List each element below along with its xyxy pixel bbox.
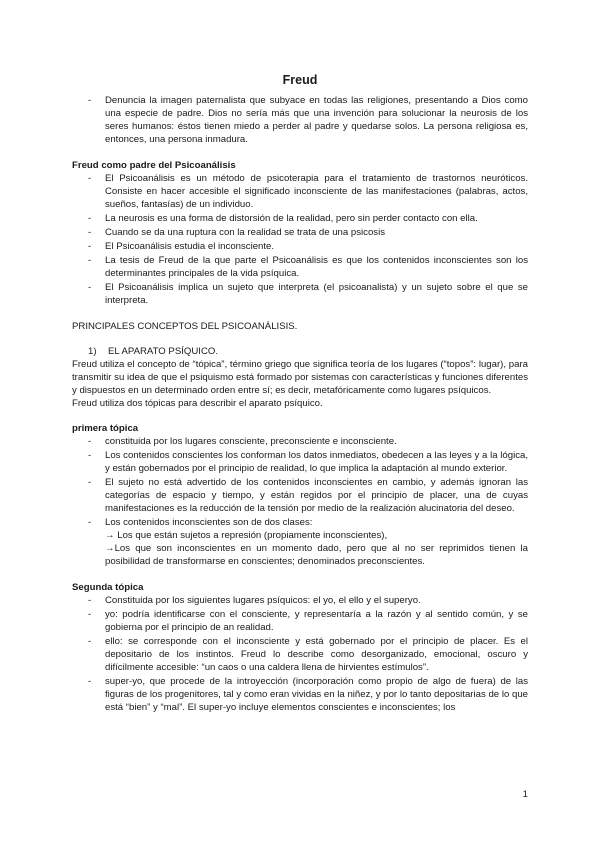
list-item: - Los contenidos conscientes los conforman los datos inmediatos, obedecen a las leyes y a la lógica, y están gobernados por el principio de realidad, lo que implica la adaptación al mundo exterior. [72, 449, 528, 475]
list-item: - La tesis de Freud de la que parte el Psicoanálisis es que los contenidos inconscientes son los determinantes principales de la vida psíquica. [72, 254, 528, 280]
list-item: - Constituida por los siguientes lugares psíquicos: el yo, el ello y el superyo. [72, 594, 528, 607]
item-number: 1) [88, 346, 97, 357]
list-item: - El sujeto no está advertido de los contenidos inconscientes en cambio, y además ignoran las categorías de espacio y tiempo, y están regidos por el principio de placer, una de cuyas manifestaciones es la reducción de la tensión por medio de la realización alucinatoria del deseo. [72, 476, 528, 515]
list-item: - La neurosis es una forma de distorsión de la realidad, pero sin perder contacto con ella. [72, 212, 528, 225]
topica-summary: Freud utiliza dos tópicas para describir el aparato psíquico. [72, 398, 323, 409]
list-item [72, 516, 528, 568]
list-item: - El Psicoanálisis estudia el inconsciente. [72, 240, 528, 253]
list-item: - constituida por los lugares consciente, preconsciente e inconsciente. [72, 435, 528, 448]
list-subitem: → Los que están sujetos a represión (propiamente inconscientes), [105, 530, 388, 541]
primera-topica-list [72, 435, 528, 568]
section-heading-primera-topica: primera tópica [72, 423, 139, 434]
psicoanalisis-list [72, 172, 528, 307]
concepts-heading: PRINCIPALES CONCEPTOS DEL PSICOANÁLISIS. [72, 321, 298, 332]
list-item: - super-yo, que procede de la introyección (incorporación como propio de algo de fuera) de las figuras de los progenitores, tal y como eran vividas en la niñez, y por lo tanto depositarias de lo que está “bien” y “mal”. El super-yo incluye elementos conscientes e inconscientes; los [72, 675, 528, 714]
document-page [72, 72, 528, 715]
list-item: - El Psicoanálisis implica un sujeto que interpreta (el psicoanalista) y un sujeto sobre el que se interpreta. [72, 281, 528, 307]
intro-list [72, 94, 528, 146]
list-item: - yo: podría identificarse con el consciente, y representaría a la razón y al sentido común, y se gobierna por el principio de an realidad. [72, 608, 528, 634]
list-subitem: →Los que son inconscientes en un momento dado, pero que al no ser reprimidos tienen la posibilidad de transformarse en conscientes; denominados preconscientes. [105, 543, 528, 567]
list-item-intro: - Los contenidos inconscientes son de dos clases: [105, 517, 313, 528]
list-item: - El Psicoanálisis es un método de psicoterapia para el tratamiento de trastornos neuróticos. Consiste en hacer accesible el significado inconsciente de las manifestaciones (palabras, actos, sueños, fantasías) de un individuo. [72, 172, 528, 211]
page-number: 1 [522, 789, 528, 800]
list-item: - Cuando se da una ruptura con la realidad se trata de una psicosis [72, 226, 528, 239]
section-heading-psicoanalisis: Freud como padre del Psicoanálisis [72, 160, 236, 171]
numbered-heading [72, 345, 528, 358]
segunda-topica-list [72, 594, 528, 714]
list-item: - ello: se corresponde con el inconsciente y está gobernado por el principio de placer. Es el depositario de los instintos. Freud lo describe como desorganizado, emocional, oscuro y difícilmente accesible: “un caos o una caldera llena de hirvientes estímulos”. [72, 635, 528, 674]
page-title: Freud [282, 73, 318, 87]
list-item: - Denuncia la imagen paternalista que subyace en todas las religiones, presentando a Dios como una especie de padre. Dios no sería más que una invención para solucionar la neurosis de los seres humanos: éstos tienen miedo a perder al padre y quedarse solos. La persona religiosa es, entonces, una persona inmadura. [72, 94, 528, 146]
section-heading-segunda-topica: Segunda tópica [72, 582, 144, 593]
topica-paragraph: Freud utiliza el concepto de “tópica”, término griego que significa teoría de los lugares (“topos”: lugar), para transmitir su idea de que el psiquismo está formado por sistemas con características y funciones diferentes y dispuestos en un determinado orden entre sí; es decir, metafóricamente como lugares psíquicos. [72, 359, 528, 396]
item-title: EL APARATO PSÍQUICO. [108, 346, 219, 357]
